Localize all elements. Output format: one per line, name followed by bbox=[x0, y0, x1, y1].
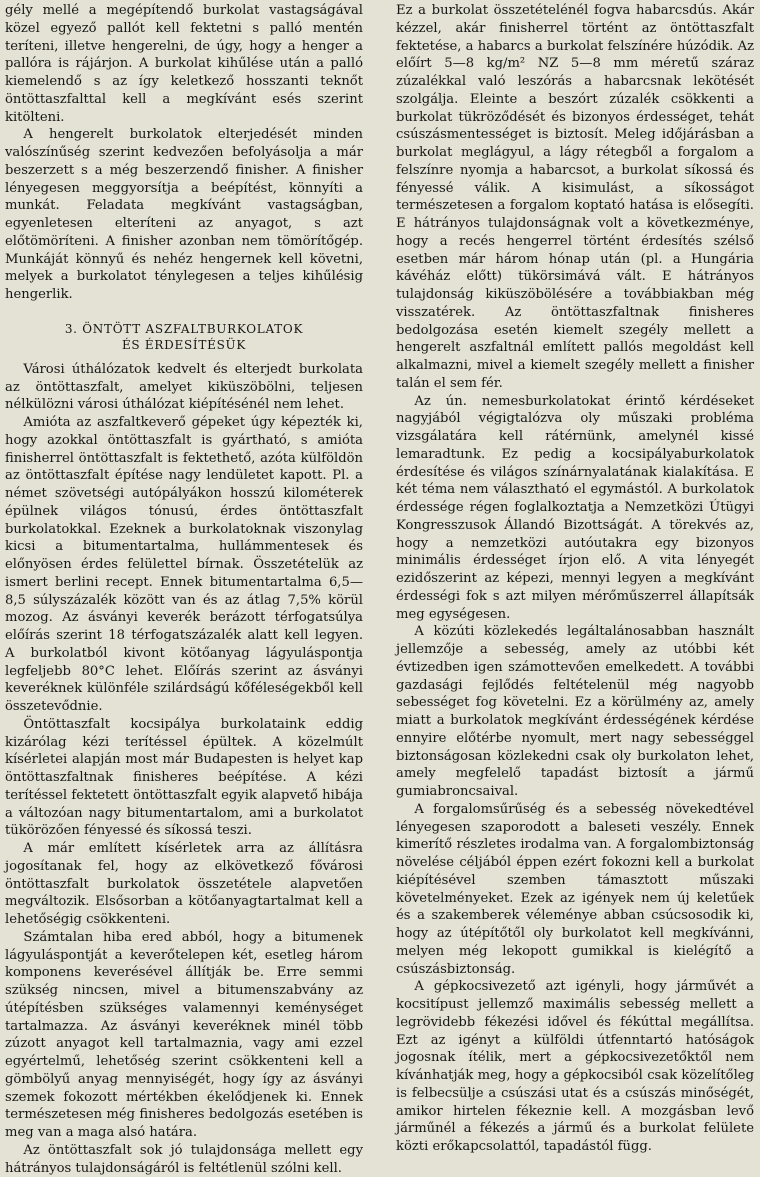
left-column bbox=[5, 2, 363, 1176]
paragraph: Az ún. nemesburkolatokat érintő kérdéseket nagyjából végigtalózva oly műszaki probléma vizsgálatára kell rátérnünk, amelynél kissé lemaradtunk. Ez pedig a kocsipályaburkolatok érdesítése és világos színárnyalatának kialakítása. E két téma nem választható el egymástól. A burkolatok érdessége régen foglalkoztatja a Nemzetközi Útügyi Kongresszusok Állandó Bizottságát. A törekvés az, hogy a nemzetközi autóutakra egy bizonyos minimális érdességet írjon elő. A vita lényegét ezidőszerint az képezi, mennyi legyen a megkívánt érdességi fok s azt milyen mérőműszerrel állapítsák meg egységesen. bbox=[396, 393, 754, 622]
paragraph: A hengerelt burkolatok elterjedését minden valószínűség szerint kedvezően befolyásolja a már beszerzett s a még beszerzendő finisher. A finisher lényegesen meggyorsítja a beépítést, könnyíti a munkát. Feladata megkívánt vastagságban, egyenletesen elteríteni az anyagot, s azt előtömöríteni. A finisher azonban nem tömörítőgép. Munkáját könnyű és nehéz hengernek kell követni, melyek a burkolatot ténylegesen a teljes kihűlésig hengerlik. bbox=[5, 127, 363, 302]
section-heading bbox=[5, 321, 363, 353]
paragraph: Öntöttaszfalt kocsipálya burkolataink eddig kizárólag kézi terítéssel épültek. A közelmúlt kísérletei alapján most már Budapesten is helyet kap öntöttaszfaltnak finisheres beépítése. A kézi terítéssel fektetett öntöttaszfalt egyik alapvető hibája a változóan nagy bitumentartalom, ami a burkolatot tükörözően fényessé és síkossá teszi. bbox=[5, 716, 363, 839]
section-heading-line: 3. ÖNTÖTT ASZFALTBURKOLATOK bbox=[64, 321, 304, 336]
paragraph: A már említett kísérletek arra az állításra jogosítanak fel, hogy az elkövetkező fővárosi öntöttaszfalt burkolatok összetétele alapvetően megváltozik. Elsősorban a kötőanyagtartalmat kell a lehetőségig csökkenteni. bbox=[5, 841, 363, 927]
paragraph: A közúti közlekedés legáltalánosabban használt jellemzője a sebesség, amely az utóbbi két évtizedben igen számottevően emelkedett. A további gazdasági fejlődés feltételenül még nagyobb sebességet fog követelni. Ez a körülmény az, amely miatt a burkolatok megkívánt érdességének kérdése ennyire előtérbe nyomult, mert nagy sebességgel biztonságosan közlekedni csak oly burkolaton lehet, amely megfelelő tapadást biztosít a jármű gumiabroncsaival. bbox=[396, 624, 754, 799]
paragraph: A forgalomsűrűség és a sebesség növekedtével lényegesen szaporodott a baleseti veszély. Ennek kimerítő részletes irodalma van. A forgalombiztonság növelése céljából éppen ezért fokozni kell a burkolat kiépítésével szemben támasztott műszaki követelményeket. Ezek az igények nem új keletűek és a szakemberek véleménye abban csúcsosodik ki, hogy az útépítőtől oly burkolatot kell megkívánni, melyen még lekopott gumikkal is kielégítő a csúszásbiztonság. bbox=[396, 801, 754, 977]
section-heading-line: ÉS ÉRDESÍTÉSÜK bbox=[121, 337, 247, 352]
paragraph: Ez a burkolat összetételénél fogva habarcsdús. Akár kézzel, akár finisherrel történt az öntöttaszfalt fektetése, a habarcs a burkolat felszínére húzódik. Az előírt 5—8 kg/m² NZ 5—8 mm méretű száraz zúzalékkal való leszórás a habarcsnak lekötését szolgálja. Eleinte a beszórt zúzalék csökkenti a burkolat tükröződését és bizonyos érdességet, tehát csúszásmentességet is biztosít. Meleg időjárásban a burkolat meglágyul, a lágy rétegből a forgalom a felszínre nyomja a habarcsot, a burkolat síkossá és fényessé válik. A kisimulást, a síkosságot természetesen a forgalom koptató hatása is elősegíti. E hátrányos tulajdonságnak volt a következménye, hogy a recés hengerrel történt érdesítés szélső esetben már három hónap után (pl. a Hungária kávéház előtt) tükörsimává vált. E hátrányos tulajdonság kiküszöbölésére a továbbiakban még visszatérek. Az öntöttaszfaltnak finisheres bedolgozása esetén kiemelt szegély mellett a hengerelt aszfaltnál említett pallós megoldást kell alkalmazni, mivel a kiemelt szegély mellett a finisher talán el sem fér. bbox=[396, 3, 754, 391]
paragraph: A gépkocsivezető azt igényli, hogy járművét a kocsitípust jellemző maximális sebesség mellett a legrövidebb fékezési idővel és fékúttal megállítsa. Ezt az igényt a külföldi útfenntartó hatóságok jogosnak ítélik, mert a gépkocsivezetőktől nem kívánhatják meg, hogy a gépkocsiból csak közelítőleg is felbecsülje a csúszási utat és a csúszás minőségét, amikor hirtelen fékeznie kell. A mozgásban levő járműnél a fékezés a jármű és a burkolat felülete közti erőkapcsolattól, tapadástól függ. bbox=[396, 979, 754, 1154]
paragraph: Amióta az aszfaltkeverő gépeket úgy képezték ki, hogy azokkal öntöttaszfalt is gyártható, s amióta finisherrel öntöttaszfalt is fektethető, azóta külföldön az öntöttaszfalt építése nagy lendületet kapott. Pl. a német szövetségi autópályákon hosszú kilométerek épülnek világos tónusú, érdes öntöttaszfalt burkolatokkal. Ezeknek a burkolatoknak viszonylag kicsi a bitumentartalma, hullámmentesek és előnyösen érdes felülettel bírnak. Összetételük az ismert berlini recept. Ennek bitumentartalma 6,5—8,5 súlyszázalék között van és az átlag 7,5% körül mozog. Az ásványi keverék berázott térfogatsúlya előírás szerint 18 térfogatszázalék alatt kell legyen. A burkolatból kivont kötőanyag lágyuláspontja legfeljebb 80°C lehet. Előírás szerint az ásványi keveréknek különféle szilárdságú kőféleségekből kell összetevődnie. bbox=[5, 415, 363, 714]
paragraph: Városi úthálózatok kedvelt és elterjedt burkolata az öntöttaszfalt, amelyet kiküszöbölni, teljesen nélkülözni városi úthálózat kiépítésénél nem lehet. bbox=[5, 361, 363, 413]
paragraph: gély mellé a megépítendő burkolat vastagságával közel egyező pallót kell fektetni s palló mentén teríteni, illetve hengerelni, de úgy, hogy a henger a pallóra is rájárjon. A burkolat kihűlése után a palló kiemelendő s az így keletkező hosszanti teknőt öntöttaszfalttal kell a megkívánt esés szerint kitölteni. bbox=[5, 3, 363, 125]
paragraph: Számtalan hiba ered abból, hogy a bitumenek lágyuláspontját a keverőtelepen két, esetleg három komponens keverésével állítják be. Erre semmi szükség nincsen, mivel a bitumenszabvány az útépítésben szükséges valamennyi keménységet tartalmazza. Az ásványi keveréknek minél több zúzott anyagot kell tartalmaznia, vagy ami ezzel egyértelmű, lehetőség szerint csökkenteni kell a gömbölyű anyag mennyiségét, hogy így az ásványi szemek fokozott mértékben ékelődjenek ki. Ennek természetesen még finisheres bedolgozás esetében is meg van a maga alsó határa. bbox=[5, 929, 363, 1140]
paragraph: Az öntöttaszfalt sok jó tulajdonsága mellett egy hátrányos tulajdonságáról is feltétlenül szólni kell. bbox=[5, 1142, 363, 1176]
right-column bbox=[396, 2, 754, 1154]
